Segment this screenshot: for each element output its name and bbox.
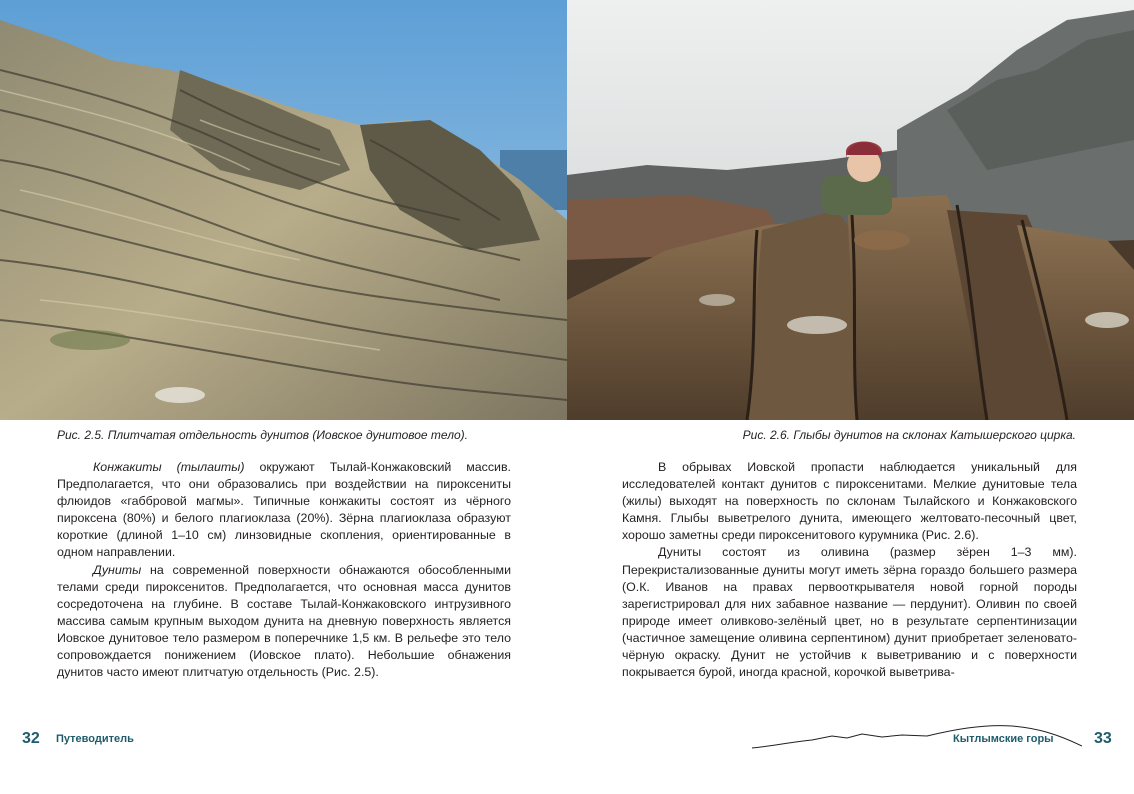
page-number-left: 32 — [22, 730, 40, 747]
paragraph — [57, 459, 511, 562]
layered-rock-outcrop-photo — [0, 0, 567, 420]
paragraph — [57, 562, 511, 682]
paragraph-text: окружают Тылай-Конжаковский массив. Предполагается, что они образовались при воздействии на пироксениты флюидов «габбровой магмы». Типичные конжакиты состоят из чёрного пироксена (80%) и белого плагиоклаза (20%). Зёрна плагиоклаза образуют короткие (длиной 1–10 см) линзовидные скопления, ориентированные в одном направлении. — [57, 460, 511, 560]
running-footer-left: Путеводитель — [56, 733, 134, 745]
right-page-body — [622, 459, 1077, 681]
figure-caption-2-6: Рис. 2.6. Глыбы дунитов на склонах Катышерского цирка. — [742, 428, 1076, 442]
dunite-boulders-person-fog-photo — [567, 0, 1134, 420]
paragraph: В обрывах Иовской пропасти наблюдается уникальный для исследователей контакт дунитов с пироксенитами. Мелкие дунитовые тела (жилы) выходят на поверхность по склонам Тылайского и Конжаковского Камня. Глыбы выветрелого дунита, имеющего желтовато-песочный цвет, хорошо заметны среди пироксенитового курумника (Рис. 2.6). — [622, 460, 1077, 543]
page-number-right: 33 — [1094, 730, 1112, 747]
paragraph-lead-term: Дуниты — [93, 562, 142, 577]
left-page-body — [57, 459, 511, 681]
paragraph: Дуниты состоят из оливина (размер зёрен 1–3 мм). Перекристализованные дуниты могут иметь зёрна гораздо большего размера (О.К. Иванов на правах первооткрывателя новой горной породы зарегистрировал для них забавное название — пердунит). Оливин по своей природе имеет оливково-зелёный цвет, но в результате серпентинизации (частичное замещение оливина серпентином) дунит приобретает зеленовато-чёрную окраску. Дунит не устойчив к выветриванию и с поверхности покрывается бурой, иногда красной, корочкой выветрива- — [622, 545, 1077, 680]
paragraph-text: на современной поверхности обнажаются обособленными телами среди пироксенитов. Предполагается, что основная масса дунитов сосредоточена на глубине. В составе Тылай-Конжаковского интрузивного массива самым крупным выходом дунита на дневную поверхность является Иовское дунитовое тело размером в поперечнике 1,5 км. В рельефе это тело сопровождается понижением (Иовское плато). Небольшие обнажения дунитов часто имеют плитчатую отдельность (Рис. 2.5). — [57, 562, 511, 680]
figure-caption-2-5: Рис. 2.5. Плитчатая отдельность дунитов (Иовское дунитовое тело). — [57, 428, 468, 442]
paragraph-lead-term: Конжакиты (тылаиты) — [93, 460, 245, 474]
running-footer-right: Кытлымские горы — [953, 733, 1054, 745]
